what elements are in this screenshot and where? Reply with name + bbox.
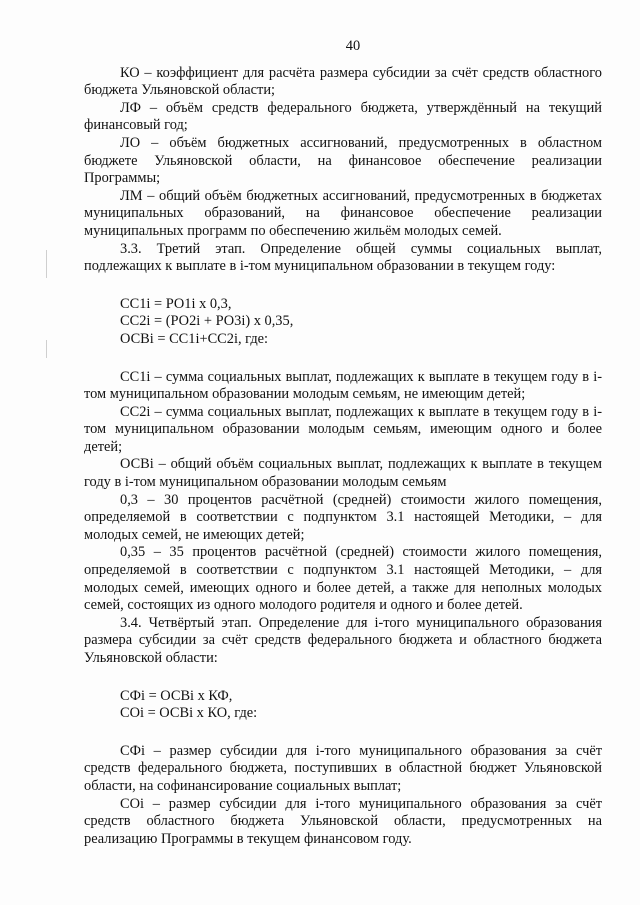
paragraph-coef-035: 0,35 – 35 процентов расчётной (средней) стоимости жилого помещения, определяемой в соответствии с подпунктом 3.1 настоящей Методики, – для молодых семей, имеющих одного и более детей, а также для неполных молодых семей, состоящих из одного молодого родителя и одного и более детей. xyxy=(84,544,602,614)
spacer xyxy=(84,276,602,296)
paragraph-coef-03: 0,3 – 30 процентов расчётной (средней) стоимости жилого помещения, определяемой в соответствии с подпунктом 3.1 настоящей Методики, – для молодых семей, не имеющих детей; xyxy=(84,491,602,543)
paragraph-lm-definition: ЛМ – общий объём бюджетных ассигнований, предусмотренных в бюджетах муниципальных образований, на финансовое обеспечение реализации муниципальных программ по обеспечению жильём молодых семей. xyxy=(84,187,602,239)
paragraph-sf-definition: СФi – размер субсидии для i-того муниципального образования за счёт средств федерального бюджета, поступивших в областной бюджет Ульяновской области, на софинансирование социальных выплат; xyxy=(84,742,602,794)
formula-osv: ОСВi = СС1i+СС2i, где: xyxy=(120,330,269,347)
paragraph-stage-3: 3.3. Третий этап. Определение общей суммы социальных выплат, подлежащих к выплате в i-том муниципальном образовании в текущем году: xyxy=(84,240,602,275)
spacer xyxy=(84,668,602,688)
formula-cc2: СС2i = (РО2i + РО3i) x 0,35, xyxy=(120,313,294,330)
paragraph-cc1-definition: СС1i – сумма социальных выплат, подлежащих к выплате в текущем году в i-том муниципальном образовании молодым семьям, не имеющим детей; xyxy=(84,368,602,403)
spacer xyxy=(84,723,602,743)
page-number: 40 xyxy=(345,38,361,54)
paragraph-cc2-definition: СС2i – сумма социальных выплат, подлежащих к выплате в текущем году в i-том муниципальном образовании молодым семьям, имеющим одного и более детей; xyxy=(84,403,602,455)
formula-so: СОi = ОСВi x КО, где: xyxy=(120,705,258,722)
paragraph-stage-4: 3.4. Четвёртый этап. Определение для i-того муниципального образования размера субсидии за счёт средств федерального бюджета и областного бюджета Ульяновской области: xyxy=(84,614,602,666)
paragraph-so-definition: СОi – размер субсидии для i-того муниципального образования за счёт средств областного бюджета Ульяновской области, предусмотренных на реализацию Программы в текущем финансовом году. xyxy=(84,795,602,847)
scan-edge-mark xyxy=(46,340,47,358)
paragraph-lf-definition: ЛФ – объём средств федерального бюджета, утверждённый на текущий финансовый год; xyxy=(84,99,602,134)
spacer xyxy=(84,349,602,369)
formula-cc1: СС1i = РО1i x 0,3, xyxy=(120,295,232,312)
paragraph-osv-definition: ОСВi – общий объём социальных выплат, подлежащих к выплате в текущем году в i-том муниципальном образовании молодым семьям xyxy=(84,456,602,491)
paragraph-lo-definition: ЛО – объём бюджетных ассигнований, предусмотренных в областном бюджете Ульяновской области, на финансовое обеспечение реализации Программы; xyxy=(84,134,602,187)
scan-edge-mark xyxy=(46,250,47,278)
paragraph-ko-definition: КО – коэффициент для расчёта размера субсидии за счёт средств областного бюджета Ульяновской области; xyxy=(84,64,602,99)
formula-sf: СФi = ОСВi x КФ, xyxy=(120,687,233,704)
